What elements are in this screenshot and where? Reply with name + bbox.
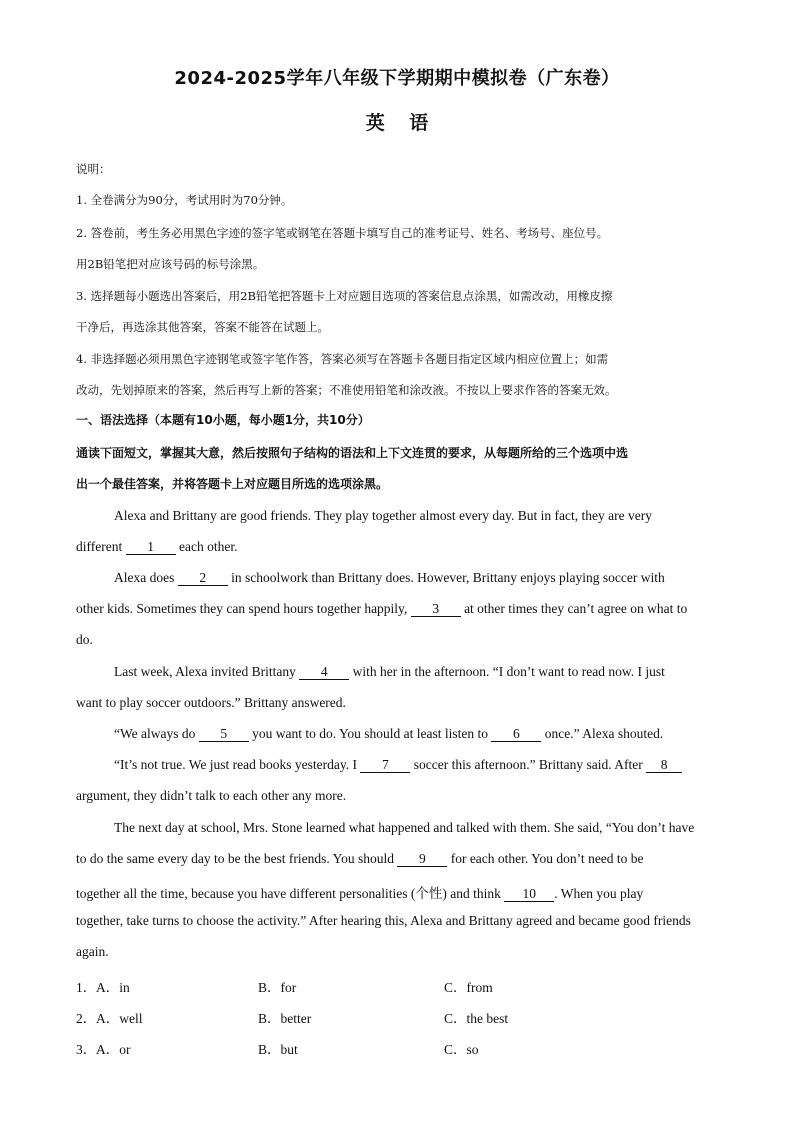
option-c: C．so	[444, 1042, 479, 1057]
option-a: A．in	[96, 980, 130, 995]
blank-3: 3	[411, 602, 461, 617]
question-number: 3．	[76, 1042, 97, 1057]
instruction-line: 干净后，再选涂其他答案，答案不能答在试题上。	[76, 320, 329, 334]
option-c: C．the best	[444, 1011, 509, 1026]
option-b: B．for	[258, 980, 297, 995]
subject-title: 英 语	[365, 112, 429, 134]
passage-line: Alexa does 2 in schoolwork than Brittany does. However, Brittany enjoys playing soccer with	[114, 570, 665, 585]
blank-5: 5	[199, 727, 249, 742]
passage-line: to do the same every day to be the best friends. You should 9 for each other. You don’t need to be	[76, 851, 644, 866]
blank-7: 7	[360, 758, 410, 773]
passage-line: together all the time, because you have different personalities (个性) and think 10 . When you play	[76, 886, 644, 901]
instruction-line: 2. 答卷前，考生务必用黑色字迹的签字笔或钢笔在答题卡填写自己的准考证号、姓名、考场号、座位号。	[76, 226, 609, 240]
passage-line: want to play soccer outdoors.” Brittany answered.	[76, 695, 346, 710]
blank-1: 1	[126, 540, 176, 555]
instruction-line: 4. 非选择题必须用黑色字迹钢笔或签字笔作答，答案必须写在答题卡各题目指定区域内相应位置上；如需	[76, 352, 609, 366]
passage-line: Last week, Alexa invited Brittany 4 with her in the afternoon. “I don’t want to read now. I just	[114, 664, 665, 679]
passage-line: Alexa and Brittany are good friends. They play together almost every day. But in fact, they are very	[114, 508, 652, 523]
blank-4: 4	[299, 665, 349, 680]
passage-line: “It’s not true. We just read books yesterday. I 7 soccer this afternoon.” Brittany said. After 8	[114, 757, 682, 773]
blank-8: 8	[646, 758, 682, 773]
passage-line: argument, they didn’t talk to each other any more.	[76, 788, 347, 803]
passage-line: again.	[76, 944, 109, 959]
option-c: C．from	[444, 980, 493, 995]
option-b: B．but	[258, 1042, 298, 1057]
option-a: A．or	[96, 1042, 131, 1057]
instruction-line: 3. 选择题每小题选出答案后，用2B铅笔把答题卡上对应题目选项的答案信息点涂黑，如需改动，用橡皮擦	[76, 289, 613, 303]
instruction-line: 1. 全卷满分为90分，考试用时为70分钟。	[76, 193, 293, 207]
section-directions: 出一个最佳答案，并将答题卡上对应题目所选的选项涂黑。	[76, 477, 389, 491]
section-heading: 一、语法选择（本题有10小题，每小题1分，共10分）	[76, 413, 370, 427]
passage-line: do.	[76, 632, 93, 647]
instruction-line: 用2B铅笔把对应该号码的标号涂黑。	[76, 257, 265, 271]
blank-2: 2	[178, 571, 228, 586]
passage-line: “We always do 5 you want to do. You should at least listen to 6 once.” Alexa shouted.	[114, 726, 664, 741]
question-number: 2．	[76, 1011, 97, 1026]
question-number: 1．	[76, 980, 97, 995]
exam-title: 2024-2025学年八年级下学期期中模拟卷（广东卷）	[174, 68, 620, 89]
section-directions: 通读下面短文，掌握其大意，然后按照句子结构的语法和上下文连贯的要求，从每题所给的三个选项中选	[76, 446, 629, 460]
passage-line: The next day at school, Mrs. Stone learned what happened and talked with them. She said, “You don’t have	[114, 820, 695, 835]
instruction-line: 改动，先划掉原来的答案，然后再写上新的答案；不准使用铅笔和涂改液。不按以上要求作答的答案无效。	[76, 383, 617, 397]
option-a: A．well	[96, 1011, 143, 1026]
passage-line: different 1 each other.	[76, 539, 238, 554]
blank-6: 6	[491, 727, 541, 742]
option-b: B．better	[258, 1011, 312, 1026]
blank-10: 10	[504, 887, 554, 902]
passage-line: other kids. Sometimes they can spend hours together happily, 3 at other times they can’t agree on what to	[76, 601, 688, 616]
instructions-heading: 说明：	[76, 162, 111, 176]
blank-9: 9	[397, 852, 447, 867]
passage-line: together, take turns to choose the activity.” After hearing this, Alexa and Brittany agreed and became good friends	[76, 913, 691, 928]
